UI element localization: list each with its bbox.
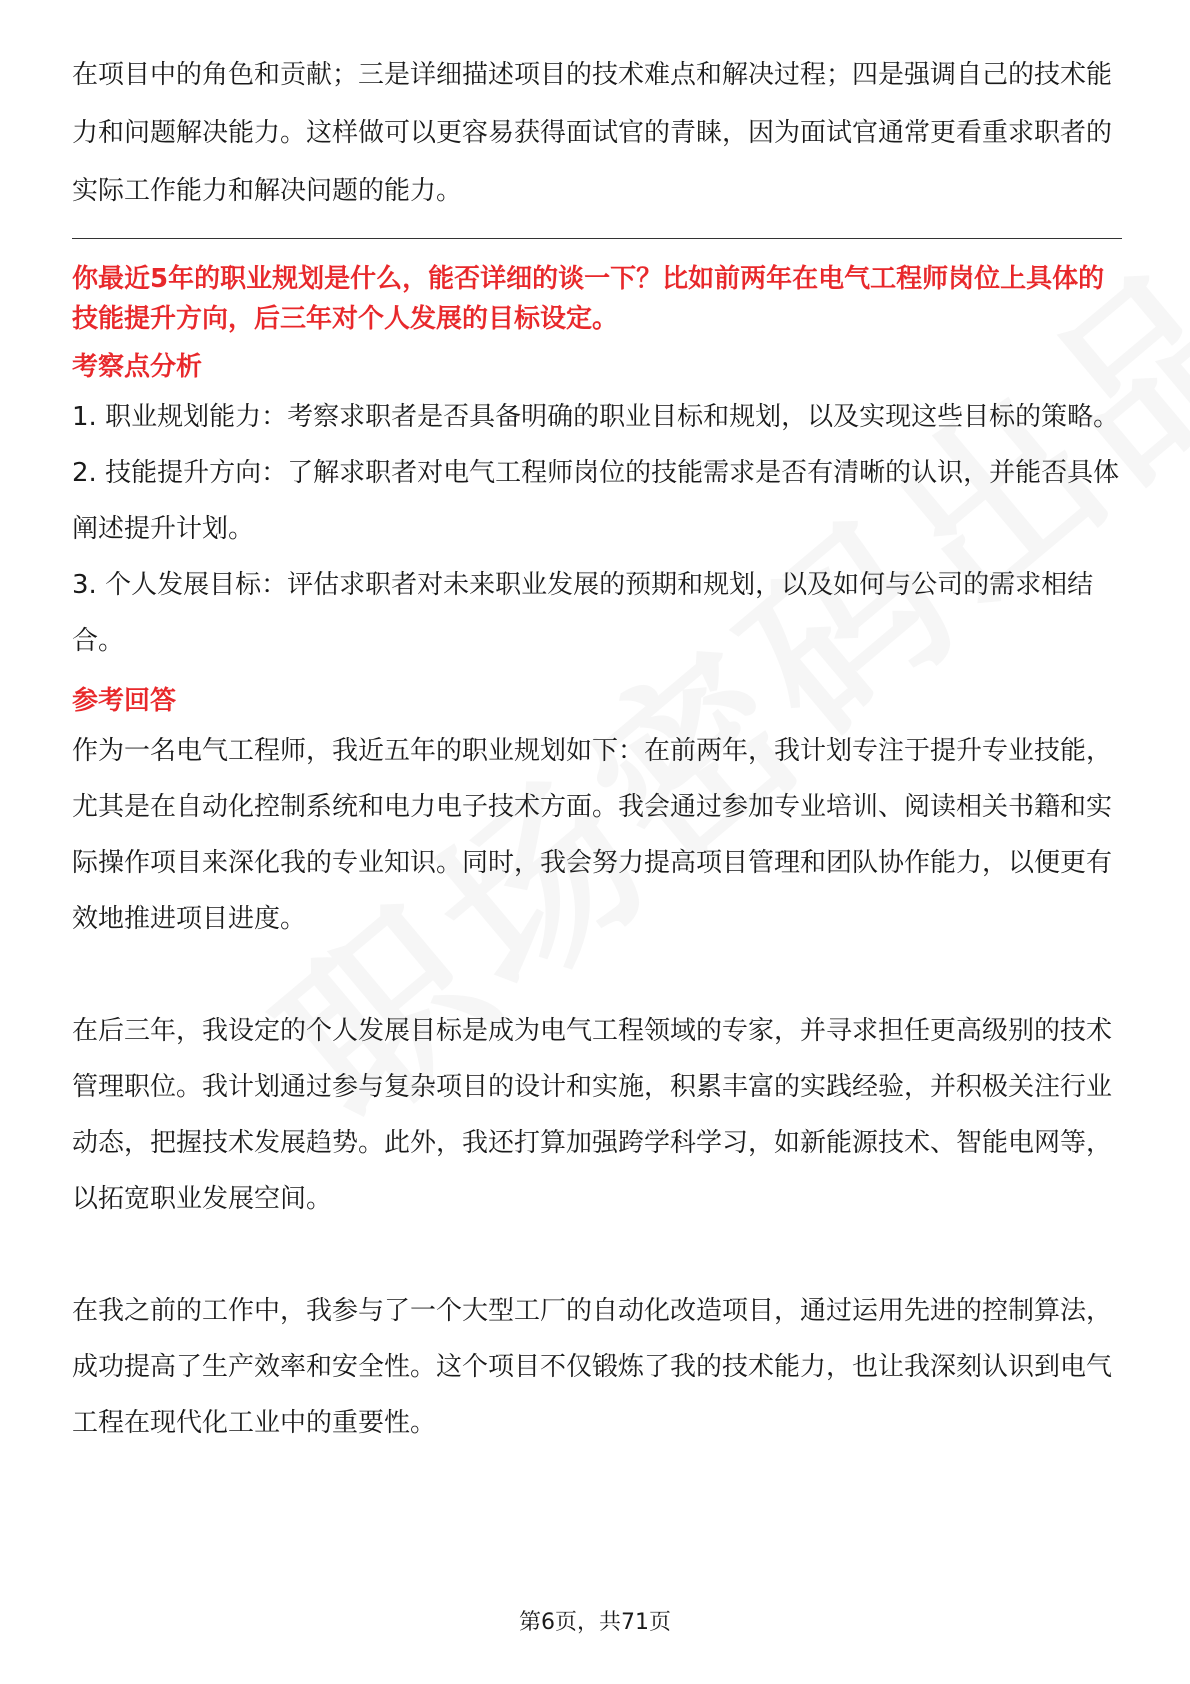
analysis-point: 1. 职业规划能力：考察求职者是否具备明确的职业目标和规划，以及实现这些目标的策略。 [72, 402, 1120, 432]
answer-paragraph: 在我之前的工作中，我参与了一个大型工厂的自动化改造项目，通过运用先进的控制算法，成功提高了生产效率和安全性。这个项目不仅锻炼了我的技术能力，也让我深刻认识到电气工程在现代化工业中的重要性。 [72, 1296, 1113, 1438]
answer-heading: 参考回答 [72, 686, 177, 716]
paragraph-spacer [72, 947, 1122, 1003]
analysis-point: 3. 个人发展目标：评估求职者对未来职业发展的预期和规划，以及如何与公司的需求相结合。 [72, 570, 1094, 656]
section-divider [72, 238, 1122, 239]
page-number: 第6页，共71页 [519, 1610, 671, 1635]
interview-question: 你最近5年的职业规划是什么，能否详细的谈一下？比如前两年在电气工程师岗位上具体的技能提升方向，后三年对个人发展的目标设定。 [72, 264, 1105, 334]
answer-paragraph: 作为一名电气工程师，我近五年的职业规划如下：在前两年，我计划专注于提升专业技能，尤其是在自动化控制系统和电力电子技术方面。我会通过参加专业培训、阅读相关书籍和实际操作项目来深化我的专业知识。同时，我会努力提高项目管理和团队协作能力，以便更有效地推进项目进度。 [72, 736, 1113, 934]
answer-paragraph: 在后三年，我设定的个人发展目标是成为电气工程领域的专家，并寻求担任更高级别的技术管理职位。我计划通过参与复杂项目的设计和实施，积累丰富的实践经验，并积极关注行业动态，把握技术发展趋势。此外，我还打算加强跨学科学习，如新能源技术、智能电网等，以拓宽职业发展空间。 [72, 1016, 1113, 1214]
analysis-point: 2. 技能提升方向：了解求职者对电气工程师岗位的技能需求是否有清晰的认识，并能否具体阐述提升计划。 [72, 458, 1120, 544]
paragraph-spacer [72, 1227, 1122, 1283]
analysis-heading: 考察点分析 [72, 352, 203, 382]
intro-paragraph: 在项目中的角色和贡献；三是详细描述项目的技术难点和解决过程；四是强调自己的技术能力和问题解决能力。这样做可以更容易获得面试官的青睐，因为面试官通常更看重求职者的实际工作能力和解决问题的能力。 [72, 60, 1113, 206]
page-content [72, 46, 1122, 1451]
